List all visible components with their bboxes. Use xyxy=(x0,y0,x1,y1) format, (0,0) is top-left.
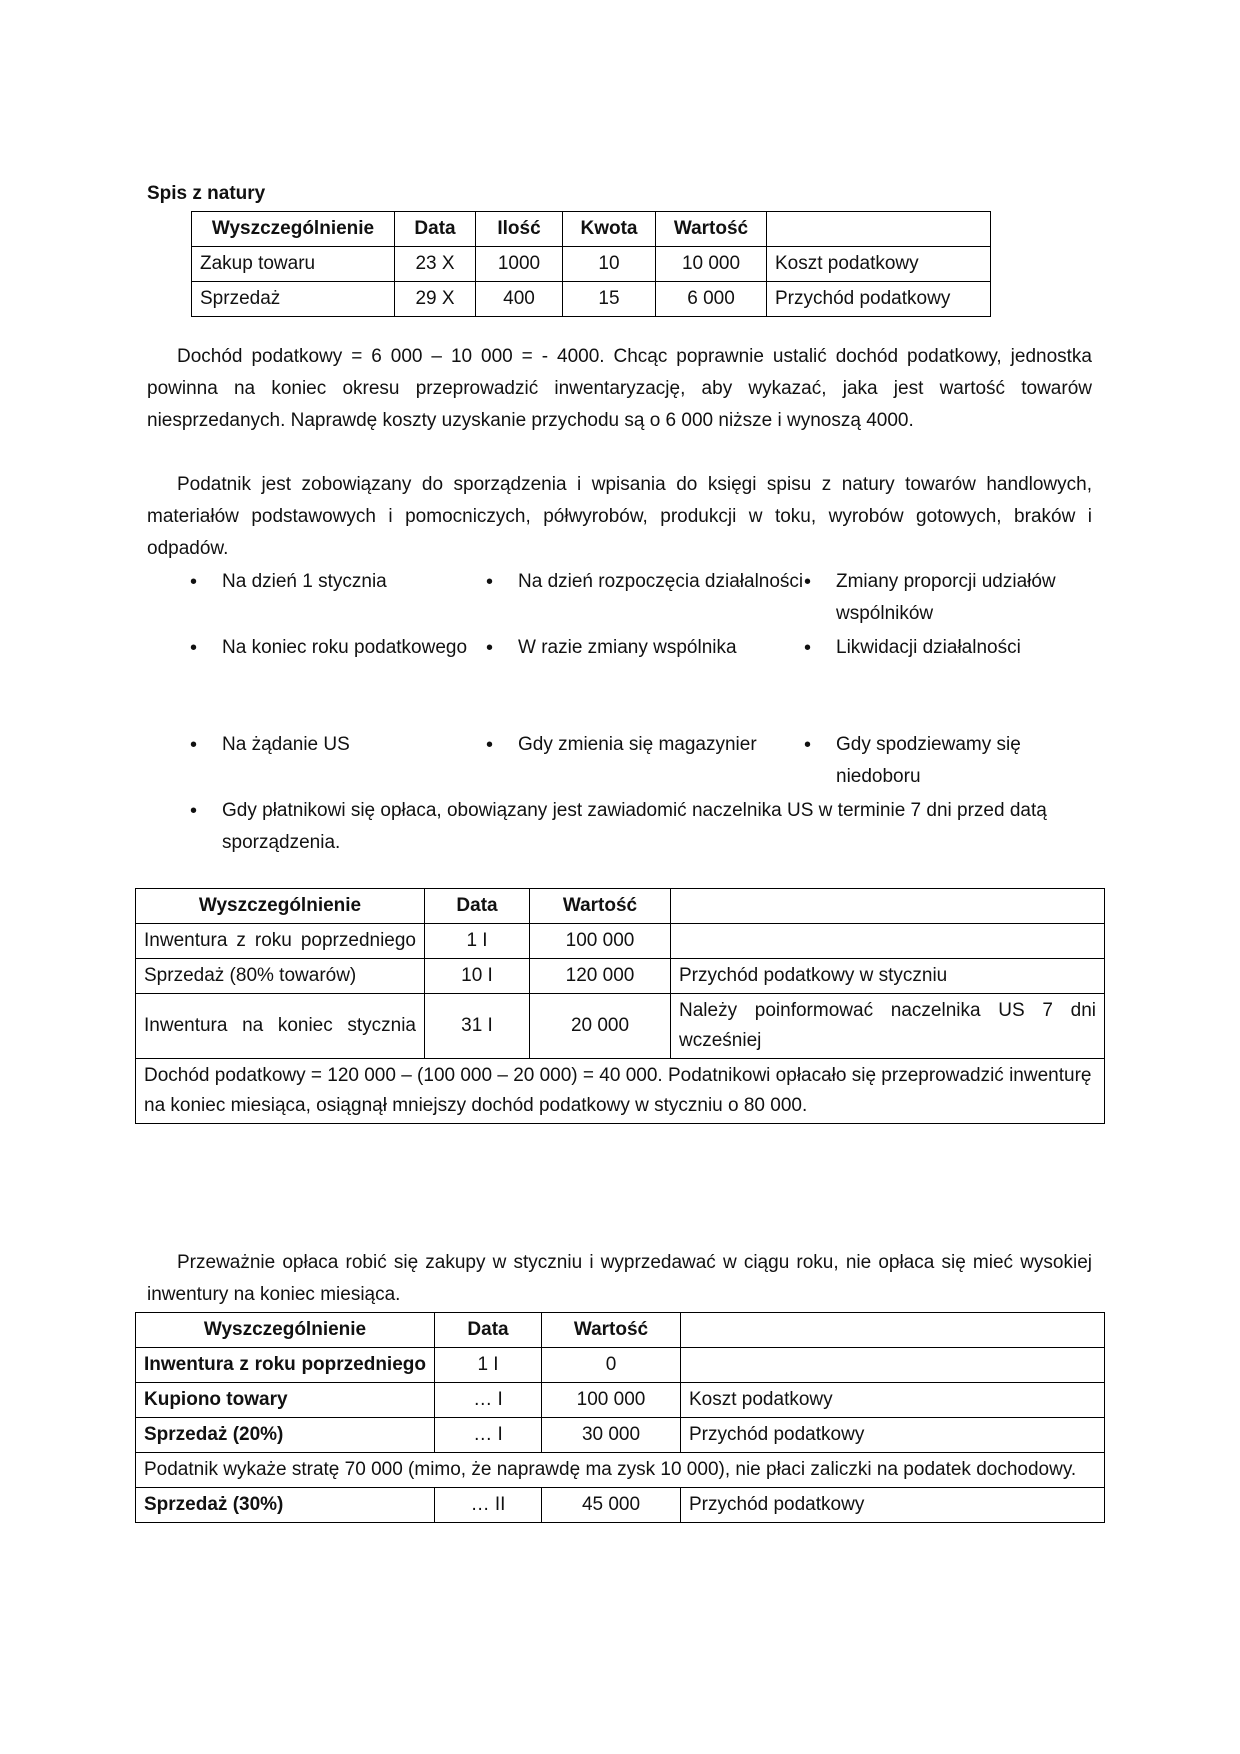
table-cell: 100 000 xyxy=(542,1383,681,1418)
table-row xyxy=(136,1488,1105,1523)
table-note-row xyxy=(136,1453,1105,1488)
paragraph-advice: Przeważnie opłaca robić się zakupy w styczniu i wyprzedawać w ciągu roku, nie opłaca się mieć wysokiej inwentury na koniec miesiąca. xyxy=(147,1252,1092,1305)
table-cell: Sprzedaż (30%) xyxy=(136,1488,435,1523)
header-cell xyxy=(671,889,1105,924)
table-cell: … I xyxy=(435,1418,542,1453)
table-cell: Inwentura na koniec stycznia xyxy=(136,994,425,1059)
header-cell: Wartość xyxy=(656,212,767,247)
table-cell: 1000 xyxy=(476,247,563,282)
header-cell: Data xyxy=(425,889,530,924)
table-cell: … II xyxy=(435,1488,542,1523)
table-cell: Kupiono towary xyxy=(136,1383,435,1418)
header-cell: Wartość xyxy=(530,889,671,924)
table-cell: 23 X xyxy=(395,247,476,282)
table-cell: 29 X xyxy=(395,282,476,317)
inventory-january-table xyxy=(135,888,1105,1124)
table-cell: Sprzedaż (20%) xyxy=(136,1418,435,1453)
header-cell: Data xyxy=(435,1313,542,1348)
paragraph-income: Dochód podatkowy = 6 000 – 10 000 = - 4000. Chcąc poprawnie ustalić dochód podatkowy, jednostka powinna na koniec okresu przeprowadzić inwentaryzację, aby wykazać, jaka jest wartość towarów niesprzedanych. Naprawdę koszty uzyskanie przychodu są o 6 000 niższe i wynoszą 4000. xyxy=(147,346,1092,431)
section-heading: Spis z natury xyxy=(147,183,266,204)
table-row xyxy=(192,282,991,317)
table-row xyxy=(136,924,1105,959)
table-row xyxy=(136,1418,1105,1453)
table-row xyxy=(136,994,1105,1059)
table-cell: 31 I xyxy=(425,994,530,1059)
bullet-item: • Likwidacji działalności xyxy=(804,632,1090,729)
table-cell: 15 xyxy=(563,282,656,317)
table-cell: 100 000 xyxy=(530,924,671,959)
table-cell: Zakup towaru xyxy=(192,247,395,282)
table-cell: Sprzedaż (80% towarów) xyxy=(136,959,425,994)
table-cell: 400 xyxy=(476,282,563,317)
header-cell: Wyszczególnienie xyxy=(136,889,425,924)
table-cell: 45 000 xyxy=(542,1488,681,1523)
bullet-item: • Na żądanie US xyxy=(190,729,486,795)
table-cell: 10 xyxy=(563,247,656,282)
bullet-item: • Na dzień 1 stycznia xyxy=(190,566,486,632)
table-row xyxy=(136,959,1105,994)
table-cell: 120 000 xyxy=(530,959,671,994)
table-cell: Inwentura z roku poprzedniego xyxy=(136,1348,435,1383)
table-cell: Przychód podatkowy xyxy=(767,282,991,317)
table-header-row xyxy=(136,889,1105,924)
table-cell xyxy=(671,924,1105,959)
header-cell: Wartość xyxy=(542,1313,681,1348)
table-cell: Należy poinformować naczelnika US 7 dni wcześniej xyxy=(671,994,1105,1059)
table-cell: Sprzedaż xyxy=(192,282,395,317)
table-cell: 6 000 xyxy=(656,282,767,317)
table-cell: Inwentura z roku poprzedniego xyxy=(136,924,425,959)
table-cell: 1 I xyxy=(435,1348,542,1383)
inventory-table xyxy=(191,211,991,317)
table-cell: Przychód podatkowy xyxy=(681,1488,1105,1523)
header-cell xyxy=(681,1313,1105,1348)
header-cell: Data xyxy=(395,212,476,247)
table-row xyxy=(192,247,991,282)
bullet-item: • W razie zmiany wspólnika xyxy=(486,632,804,729)
table-cell: … I xyxy=(435,1383,542,1418)
table-cell: 10 000 xyxy=(656,247,767,282)
table-cell: 0 xyxy=(542,1348,681,1383)
table-cell: Koszt podatkowy xyxy=(681,1383,1105,1418)
bullet-list xyxy=(190,566,1090,859)
table-cell: Koszt podatkowy xyxy=(767,247,991,282)
bullet-row xyxy=(190,632,1090,729)
bullet-item: • Na koniec roku podatkowego xyxy=(190,632,486,729)
bullet-item: • Gdy spodziewamy się niedoboru xyxy=(804,729,1090,795)
table-row xyxy=(136,1383,1105,1418)
table-note: Podatnik wykaże stratę 70 000 (mimo, że naprawdę ma zysk 10 000), nie płaci zaliczki na podatek dochodowy. xyxy=(136,1453,1105,1488)
header-cell xyxy=(767,212,991,247)
bullet-row xyxy=(190,566,1090,632)
table-cell: Przychód podatkowy xyxy=(681,1418,1105,1453)
table-cell: 20 000 xyxy=(530,994,671,1059)
paragraph-obligation: Podatnik jest zobowiązany do sporządzenia i wpisania do księgi spisu z natury towarów handlowych, materiałów podstawowych i pomocniczych, półwyrobów, produkcji w toku, wyrobów gotowych, braków i odpadów. xyxy=(147,474,1092,559)
bullet-item: • Zmiany proporcji udziałów wspólników xyxy=(804,566,1090,632)
bullet-item: • Gdy zmienia się magazynier xyxy=(486,729,804,795)
bullet-item: • Gdy płatnikowi się opłaca, obowiązany jest zawiadomić naczelnika US w terminie 7 dni przed datą sporządzenia. xyxy=(190,795,1090,859)
table-cell: Przychód podatkowy w styczniu xyxy=(671,959,1105,994)
table-row xyxy=(136,1348,1105,1383)
table-cell xyxy=(681,1348,1105,1383)
bullet-item: • Na dzień rozpoczęcia działalności xyxy=(486,566,804,632)
table-note-row xyxy=(136,1059,1105,1124)
purchases-table xyxy=(135,1312,1105,1523)
header-cell: Ilość xyxy=(476,212,563,247)
table-cell: 1 I xyxy=(425,924,530,959)
header-cell: Wyszczególnienie xyxy=(136,1313,435,1348)
header-cell: Kwota xyxy=(563,212,656,247)
table-note: Dochód podatkowy = 120 000 – (100 000 – 20 000) = 40 000. Podatnikowi opłacało się przeprowadzić inwenturę na koniec miesiąca, osiągnął mniejszy dochód podatkowy w styczniu o 80 000. xyxy=(136,1059,1105,1124)
header-cell: Wyszczególnienie xyxy=(192,212,395,247)
bullet-row xyxy=(190,729,1090,795)
table-header-row xyxy=(136,1313,1105,1348)
table-header-row xyxy=(192,212,991,247)
table-cell: 30 000 xyxy=(542,1418,681,1453)
table-cell: 10 I xyxy=(425,959,530,994)
